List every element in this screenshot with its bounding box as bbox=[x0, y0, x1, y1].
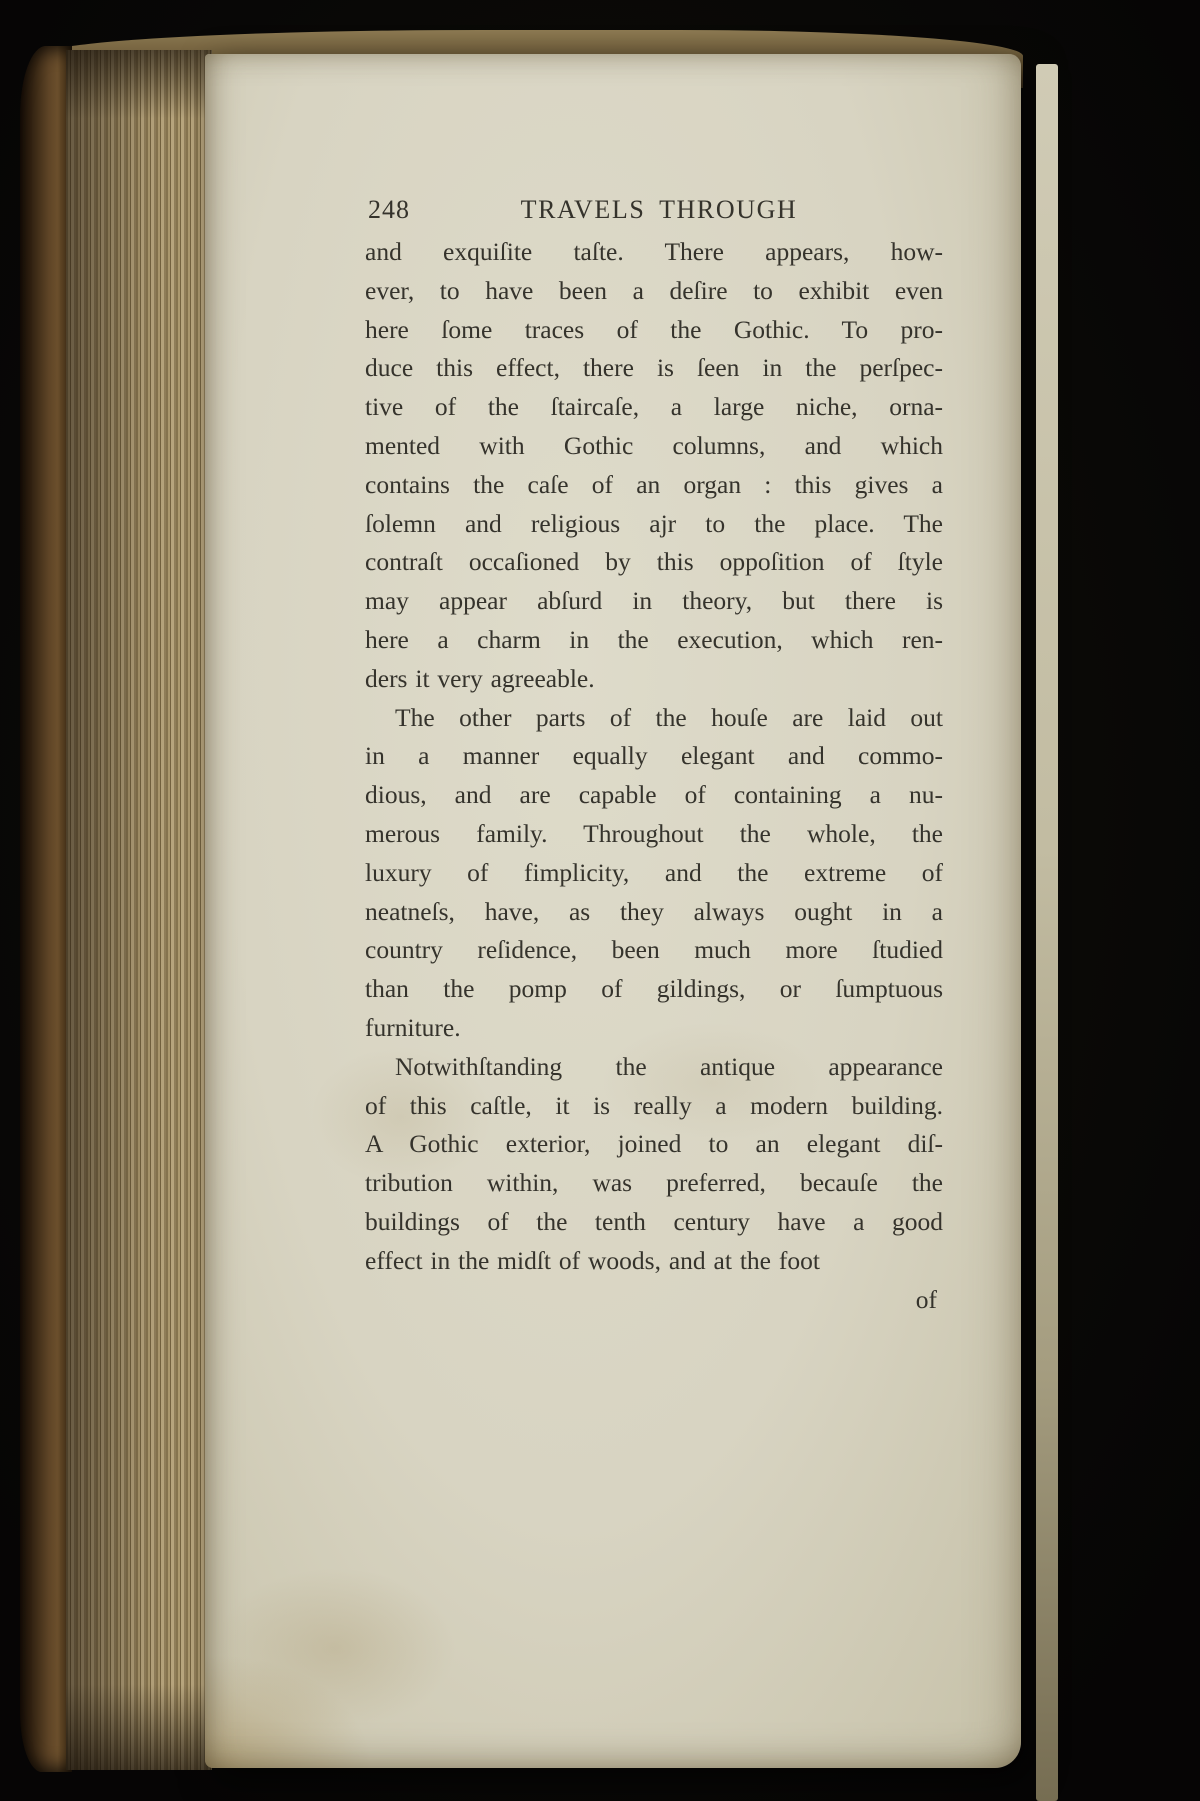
catchword: of bbox=[915, 1284, 937, 1314]
text-line: A Gothic exterior, joined to an elegant diſ- bbox=[365, 1129, 943, 1159]
text-line: tive of the ſtaircaſe, a large niche, orna- bbox=[365, 392, 943, 422]
text-line: furniture. bbox=[365, 1012, 461, 1042]
catchword-row bbox=[365, 1281, 943, 1320]
text-line: buildings of the tenth century have a good bbox=[365, 1206, 943, 1236]
text-line: The other parts of the houſe are laid out bbox=[395, 702, 943, 732]
text-line: merous family. Throughout the whole, the bbox=[365, 818, 943, 848]
text-line: of this caſtle, it is really a modern building. bbox=[365, 1090, 943, 1120]
running-title: TRAVELS THROUGH bbox=[520, 195, 798, 224]
text-line: effect in the midſt of woods, and at the foot bbox=[365, 1245, 820, 1275]
text-line: contraſt occaſioned by this oppoſition of ſtyle bbox=[365, 547, 943, 577]
text-line: Notwithſtanding the antique appearance bbox=[395, 1051, 943, 1081]
text-line: country reſidence, been much more ſtudied bbox=[365, 935, 943, 965]
text-line: in a manner equally elegant and commo- bbox=[365, 741, 943, 771]
text-line: luxury of fimplicity, and the extreme of bbox=[365, 857, 943, 887]
text-line: dious, and are capable of containing a nu- bbox=[365, 780, 943, 810]
text-line: and exquiſite taſte. There appears, how- bbox=[365, 237, 943, 266]
text-line: tribution within, was preferred, becauſe the bbox=[365, 1168, 943, 1198]
text-line: than the pomp of gildings, or ſumptuous bbox=[365, 974, 943, 1004]
page-header bbox=[365, 194, 943, 226]
text-line: here a charm in the execution, which ren- bbox=[365, 624, 943, 654]
book-spine bbox=[20, 46, 72, 1772]
facing-page-edge bbox=[1036, 64, 1058, 1801]
text-line: may appear abſurd in theory, but there is bbox=[365, 586, 943, 616]
text-line: ders it very agreeable. bbox=[365, 663, 595, 693]
text-block bbox=[365, 194, 943, 1319]
page-fore-edges bbox=[66, 50, 212, 1770]
text-line: duce this effect, there is ſeen in the perſpec- bbox=[365, 353, 943, 383]
text-line: here ſome traces of the Gothic. To pro- bbox=[365, 314, 943, 344]
text-line: contains the caſe of an organ : this gives a bbox=[365, 469, 943, 499]
text-line: ever, to have been a deſire to exhibit even bbox=[365, 275, 943, 305]
page-number: 248 bbox=[368, 195, 410, 224]
text-line: neatneſs, have, as they always ought in a bbox=[365, 896, 943, 926]
body-text bbox=[365, 233, 943, 1281]
text-line: ſolemn and religious ajr to the place. The bbox=[365, 508, 943, 538]
book-page bbox=[205, 54, 1021, 1768]
text-line: mented with Gothic columns, and which bbox=[365, 430, 943, 460]
